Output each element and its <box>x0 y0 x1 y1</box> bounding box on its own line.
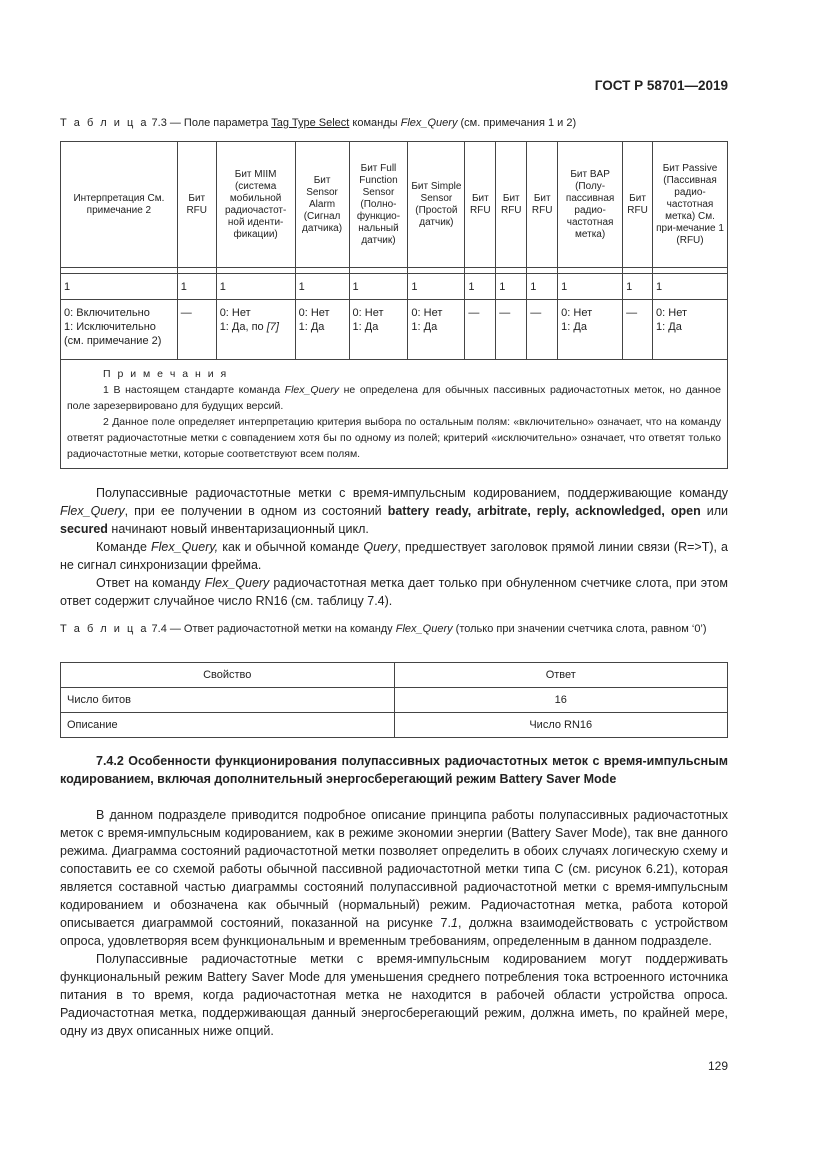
note-2: 2 Данное поле определяет интерпретацию критерия выбора по остальным полям: «включительно» означает, что на команду ответят радиочастотные метки с совпадением хотя бы по одному из полей; критерий «исключительно» означает, что ответят только радиочастотные метки, которые соответствуют всем полям. <box>67 416 721 460</box>
table-cell: 0: Нет 1: Да <box>408 300 465 360</box>
note-1: 1 В настоящем стандарте команда Flex_Query не определена для обычных пассивных радиочастотных меток, но данное поле зарезервировано для будущих версий. <box>67 384 721 412</box>
table-cell: 1 <box>527 274 558 300</box>
table-notes-row <box>61 360 728 469</box>
table-cell: 1 <box>61 274 178 300</box>
header-cell: Бит Sensor Alarm (Сигнал датчика) <box>295 142 349 268</box>
table-cell: 1 <box>653 274 728 300</box>
table-notes <box>61 360 728 469</box>
section-heading: 7.4.2 Особенности функционирования полупассивных радиочастотных меток с время-импульсным кодированием, включая дополнительный энергосберегающий режим Battery Saver Mode <box>60 754 728 786</box>
table-7-3 <box>60 141 728 469</box>
table-7-3-caption: Т а б л и ц а 7.3 — Поле параметра Tag Type Select команды Flex_Query (см. примечания 1 и 2) <box>60 117 577 129</box>
document-code: ГОСТ Р 58701—2019 <box>594 78 728 93</box>
table-cell: 0: Нет 1: Да, по [7] <box>216 300 295 360</box>
body-paragraphs <box>60 484 728 610</box>
paragraph: Полупассивные радиочастотные метки с время-импульсным кодированием, поддерживающие команду Flex_Query, при ее получении в одном из состояний battery ready, arbitrate, reply, acknowledged, open или secured начинают новый инвентаризационный цикл. <box>60 486 729 536</box>
table-cell: Описание <box>61 713 395 738</box>
table-row <box>61 300 728 360</box>
table-cell: 1 <box>216 274 295 300</box>
header-cell: Бит RFU <box>527 142 558 268</box>
paragraph: Ответ на команду Flex_Query радиочастотная метка дает только при обнуленном счетчике слота, при этом ответ содержит случайное число RN16 (см. таблицу 7.4). <box>60 576 728 608</box>
header-cell: Ответ <box>394 663 727 688</box>
table-header-row <box>61 142 728 268</box>
paragraph: В данном подразделе приводится подробное описание принципа работы полупассивных радиочастотных меток с время-импульсным кодированием, как в режиме экономии энергии (Battery Saver Mode), так вне данного режима. Диаграмма состояний радиочастотной метки позволяет определить в обоих случаях логическую схему и сопоставить ее со схемой работы обычной пассивной радиочастотной метки типа С (см. рисунок 6.21), которая является составной частью диаграммы состояний полупассивной радиочастотной метки с время-импульсным кодированием и обозначена как обычный (нормальный) режим. Радиочастотная метка, работа которой описывается диаграммой состояний, показанной на рисунке 7.1, должна взаимодействовать с устройством опроса, удовлетворяя всем функциональным и временным требованиям, определенным в данном подразделе. <box>60 808 728 948</box>
table-cell: — <box>527 300 558 360</box>
header-cell: Бит RFU <box>465 142 496 268</box>
table-cell: 1 <box>558 274 623 300</box>
table-row <box>61 713 728 738</box>
table-cell: 1 <box>349 274 408 300</box>
table-cell: 1 <box>295 274 349 300</box>
header-cell: Интерпретация См. примечание 2 <box>61 142 178 268</box>
section-paragraphs <box>60 806 728 1040</box>
header-cell: Бит MIIM (система мобильной радиочастот-ной иденти-фикации) <box>216 142 295 268</box>
table-cell: — <box>465 300 496 360</box>
table-cell: 1 <box>177 274 216 300</box>
table-cell: 16 <box>394 688 727 713</box>
table-cell: Число битов <box>61 688 395 713</box>
table-cell: 0: Включительно 1: Исключительно (см. примечание 2) <box>61 300 178 360</box>
header-cell: Бит BAP (Полу-пассивная радио-частотная метка) <box>558 142 623 268</box>
table-cell: 0: Нет 1: Да <box>653 300 728 360</box>
table-cell: 1 <box>465 274 496 300</box>
table-7-4-caption: Т а б л и ц а 7.4 — Ответ радиочастотной метки на команду Flex_Query (только при значении счетчика слота, равном ‘0’) <box>60 623 707 635</box>
header-cell: Бит Full Function Sensor (Полно-функцио-нальный датчик) <box>349 142 408 268</box>
table-cell: 0: Нет 1: Да <box>295 300 349 360</box>
table-row <box>61 688 728 713</box>
paragraph: Полупассивные радиочастотные метки с время-импульсным кодированием могут поддерживать функциональный режим Battery Saver Mode для уменьшения среднего потребления тока встроенного источника питания в то время, когда радиочастотная метка не находится в рабочей области устройства опроса. Радиочастотная метка, поддерживающая данный энергосберегающий режим, должна иметь, по крайней мере, одну из двух описанных ниже опций. <box>60 952 728 1038</box>
header-cell: Бит Simple Sensor (Простой датчик) <box>408 142 465 268</box>
table-7-4 <box>60 662 728 738</box>
table-cell: — <box>623 300 653 360</box>
table-cell: Число RN16 <box>394 713 727 738</box>
header-cell: Свойство <box>61 663 395 688</box>
header-cell: Бит RFU <box>496 142 527 268</box>
table-cell: — <box>177 300 216 360</box>
table-header-row <box>61 663 728 688</box>
header-cell: Бит Passive (Пассивная радио-частотная метка) См. при-мечание 1 (RFU) <box>653 142 728 268</box>
table-cell: — <box>496 300 527 360</box>
header-cell: Бит RFU <box>177 142 216 268</box>
table-row <box>61 274 728 300</box>
table-cell: 0: Нет 1: Да <box>558 300 623 360</box>
table-cell: 1 <box>623 274 653 300</box>
table-cell: 0: Нет 1: Да <box>349 300 408 360</box>
table-cell: 1 <box>408 274 465 300</box>
header-cell: Бит RFU <box>623 142 653 268</box>
page-number: 129 <box>707 1059 728 1073</box>
notes-heading: П р и м е ч а н и я <box>103 368 229 380</box>
paragraph: Команде Flex_Query, как и обычной команде Query, предшествует заголовок прямой линии связи (R=>T), а не сигнал синхронизации фрейма. <box>60 540 728 572</box>
table-cell: 1 <box>496 274 527 300</box>
